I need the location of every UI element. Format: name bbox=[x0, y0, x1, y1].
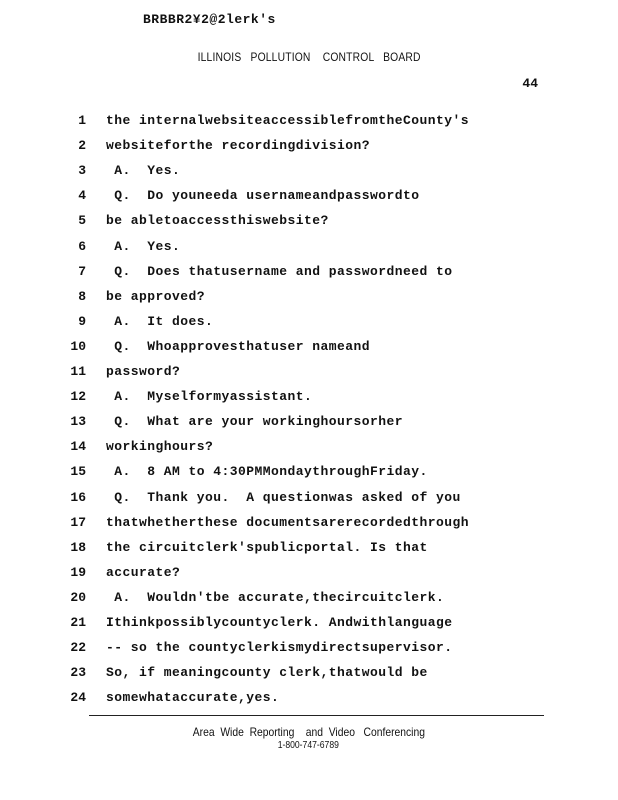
transcript-line bbox=[0, 540, 618, 560]
transcript-line bbox=[0, 665, 618, 685]
line-text: be abletoaccessthiswebsite? bbox=[106, 213, 329, 229]
line-number: 11 bbox=[70, 364, 86, 379]
transcript-line bbox=[0, 690, 618, 710]
transcript-line bbox=[0, 264, 618, 284]
transcript-line bbox=[0, 490, 618, 510]
line-text: be approved? bbox=[106, 288, 206, 304]
line-text: A. 8 AM to 4:30PMMondaythroughFriday. bbox=[106, 464, 428, 480]
line-number: 2 bbox=[78, 138, 86, 154]
line-number: 14 bbox=[70, 439, 86, 455]
line-number: 3 bbox=[78, 163, 86, 179]
line-text: A. It does. bbox=[106, 313, 214, 329]
transcript-line bbox=[0, 314, 618, 334]
transcript-line bbox=[0, 113, 618, 133]
line-text: Q. Thank you. A questionwas asked of you bbox=[106, 489, 461, 505]
line-number: 8 bbox=[78, 288, 86, 304]
transcript-line bbox=[0, 389, 618, 409]
line-number: 19 bbox=[70, 564, 86, 580]
page-number: 44 bbox=[522, 76, 538, 91]
line-number: 10 bbox=[70, 338, 86, 354]
line-text: A. Wouldn'tbe accurate,thecircuitclerk. bbox=[106, 589, 445, 605]
line-number: 6 bbox=[78, 238, 86, 254]
line-number: 18 bbox=[70, 539, 86, 555]
transcript-line bbox=[0, 339, 618, 359]
transcript-line bbox=[0, 515, 618, 535]
line-text: Q. Whoapprovesthatuser nameand bbox=[106, 338, 371, 354]
transcript-line bbox=[0, 289, 618, 309]
board-title: ILLINOIS POLLUTION CONTROL BOARD bbox=[197, 50, 421, 64]
line-text: Q. Do youneeda usernameandpasswordto bbox=[106, 188, 420, 204]
line-text: A. Yes. bbox=[106, 163, 181, 179]
footer-divider bbox=[89, 715, 544, 716]
line-number: 21 bbox=[70, 615, 86, 630]
line-text: the internalwebsiteaccessiblefromtheCounty's bbox=[106, 113, 470, 128]
line-number: 16 bbox=[70, 489, 86, 505]
line-number: 15 bbox=[70, 464, 86, 480]
transcript-line bbox=[0, 615, 618, 635]
line-text: workinghours? bbox=[106, 439, 214, 455]
line-text: Ithinkpossiblycountyclerk. Andwithlanguage bbox=[106, 615, 453, 630]
line-number: 22 bbox=[70, 640, 86, 656]
line-text: A. Myselformyassistant. bbox=[106, 389, 313, 405]
line-number: 24 bbox=[70, 690, 86, 706]
line-number: 23 bbox=[70, 665, 86, 681]
line-number: 5 bbox=[78, 213, 86, 229]
header-overprinted-text: BRBBR2¥2@2lerk's bbox=[143, 12, 276, 27]
transcript-line bbox=[0, 213, 618, 233]
transcript-line bbox=[0, 163, 618, 183]
line-number: 7 bbox=[78, 263, 86, 279]
footer-phone: 1-800-747-6789 bbox=[277, 740, 339, 751]
transcript-line bbox=[0, 188, 618, 208]
line-text: Q. What are your workinghoursorher bbox=[106, 414, 404, 430]
transcript-line bbox=[0, 414, 618, 434]
line-text: websiteforthe recordingdivision? bbox=[106, 138, 371, 154]
transcript-line bbox=[0, 138, 618, 158]
line-text: Q. Does thatusername and passwordneed to bbox=[106, 263, 453, 279]
transcript-line bbox=[0, 464, 618, 484]
line-text: the circuitclerk'spublicportal. Is that bbox=[106, 539, 428, 555]
line-text: -- so the countyclerkismydirectsupervisor. bbox=[106, 640, 453, 656]
line-text: So, if meaningcounty clerk,thatwould be bbox=[106, 665, 428, 681]
line-text: thatwhetherthese documentsarerecordedthrough bbox=[106, 514, 470, 530]
line-number: 4 bbox=[78, 188, 86, 204]
transcript-line bbox=[0, 439, 618, 459]
transcript-line bbox=[0, 364, 618, 384]
line-number: 20 bbox=[70, 589, 86, 605]
line-text: A. Yes. bbox=[106, 238, 181, 254]
line-number: 9 bbox=[78, 313, 86, 329]
line-number: 1 bbox=[78, 113, 86, 128]
line-number: 17 bbox=[70, 514, 86, 530]
transcript-line bbox=[0, 565, 618, 585]
transcript-line bbox=[0, 640, 618, 660]
line-number: 12 bbox=[70, 389, 86, 405]
transcript-line bbox=[0, 590, 618, 610]
line-text: somewhataccurate,yes. bbox=[106, 690, 280, 706]
transcript-line bbox=[0, 239, 618, 259]
line-text: password? bbox=[106, 364, 181, 379]
line-number: 13 bbox=[70, 414, 86, 430]
footer-company: Area Wide Reporting and Video Conferencing bbox=[192, 725, 425, 739]
line-text: accurate? bbox=[106, 564, 181, 580]
